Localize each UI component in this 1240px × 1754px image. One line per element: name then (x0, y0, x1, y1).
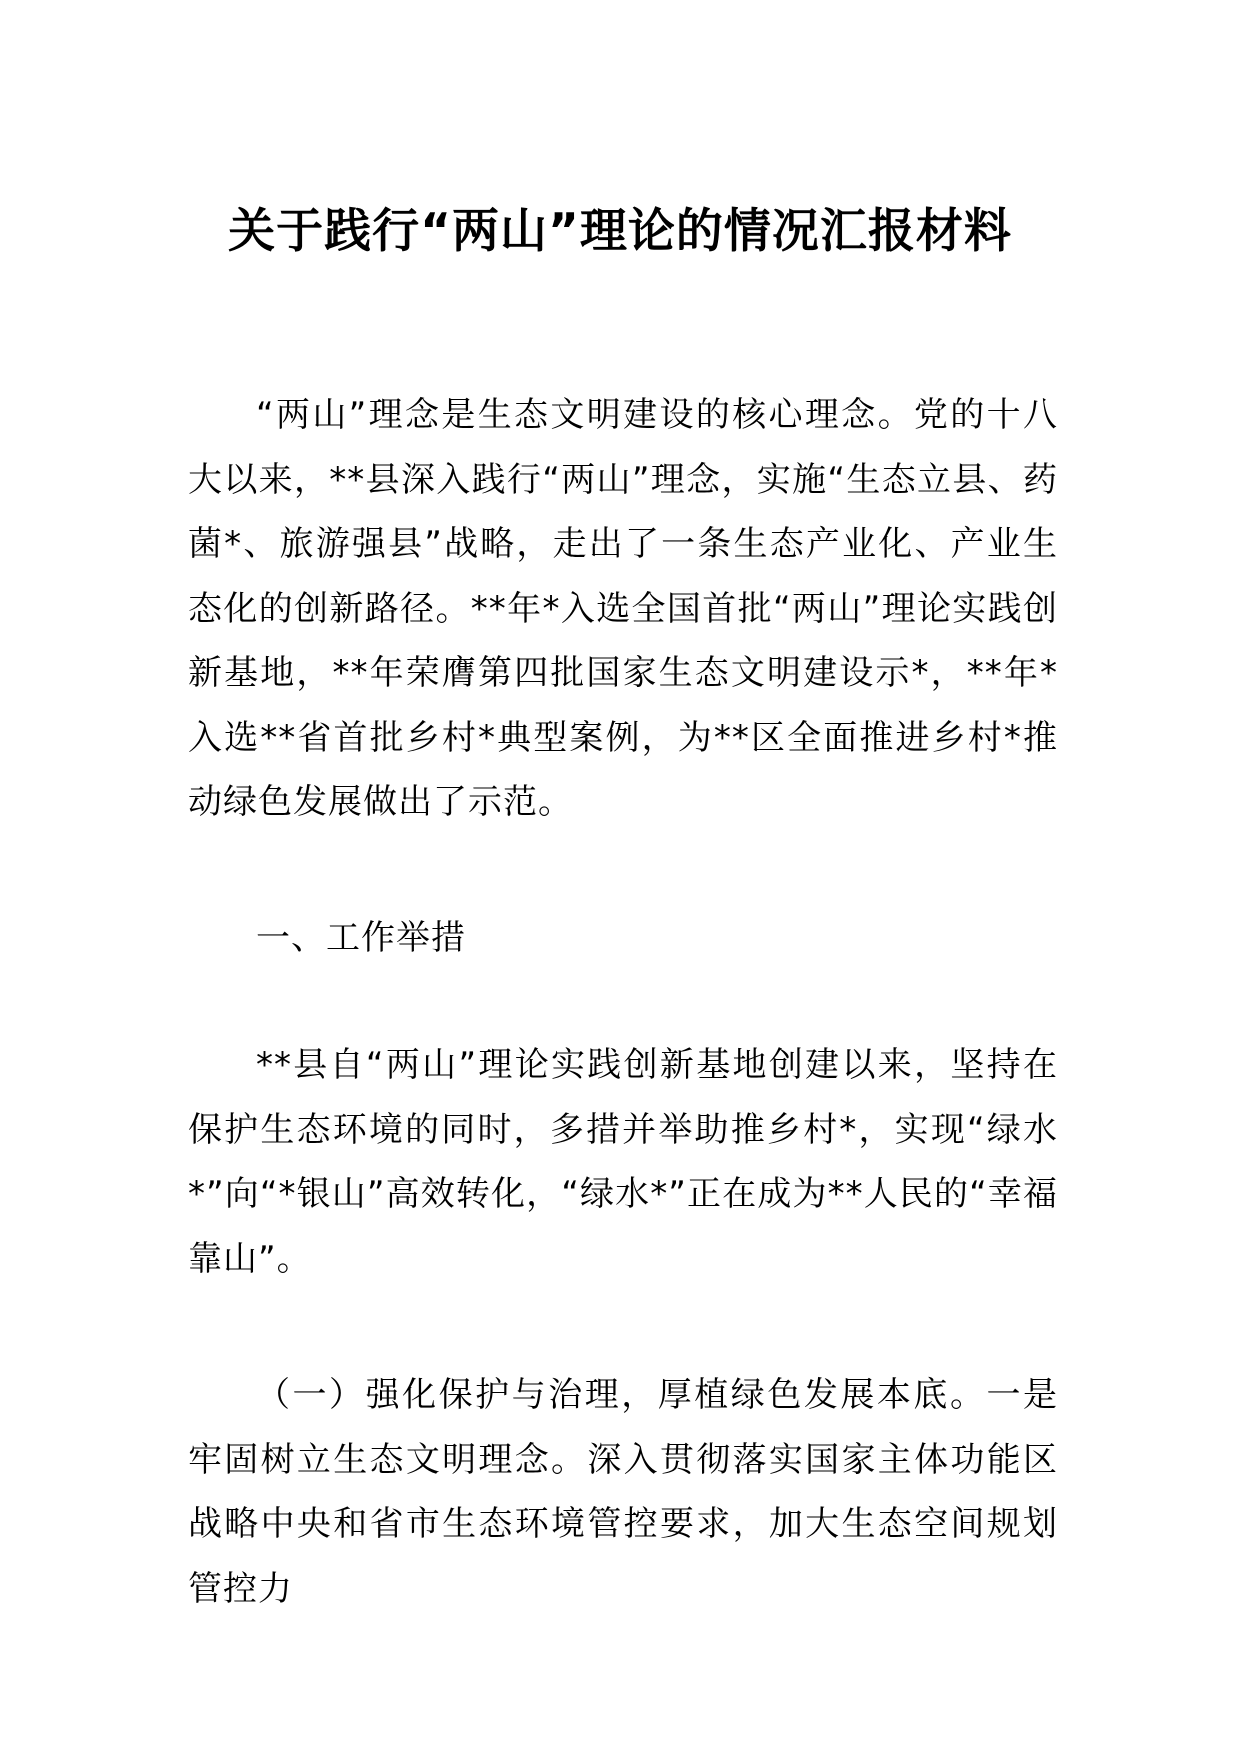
paragraph-text: （一）强化保护与治理，厚植绿色发展本底。一是牢固树立生态文明理念。深入贯彻落实国家主体功能区战略中央和省市生态环境管控要求，加大生态空间规划管控力 (188, 1375, 1058, 1609)
section-heading (188, 906, 1058, 971)
intro-paragraph (188, 383, 1058, 835)
paragraph-text: **县自“两山”理论实践创新基地创建以来，坚持在保护生态环境的同时，多措并举助推乡村*，实现“绿水*”向“*银山”高效转化，“绿水*”正在成为**人民的“幸福靠山”。 (188, 1045, 1058, 1279)
document-title: 关于践行“两山”理论的情况汇报材料 (228, 204, 1012, 259)
section-paragraph (188, 1033, 1058, 1291)
subsection-paragraph (188, 1363, 1058, 1621)
section-heading-text: 一、工作举措 (256, 918, 466, 958)
paragraph-text: “两山”理念是生态文明建设的核心理念。党的十八大以来，**县深入践行“两山”理念，实施“生态立县、药菌*、旅游强县”战略，走出了一条生态产业化、产业生态化的创新路径。**年*入选全国首批“两山”理论实践创新基地，**年荣膺第四批国家生态文明建设示*，**年*入选**省首批乡村*典型案例，为**区全面推进乡村*推动绿色发展做出了示范。 (188, 395, 1058, 822)
